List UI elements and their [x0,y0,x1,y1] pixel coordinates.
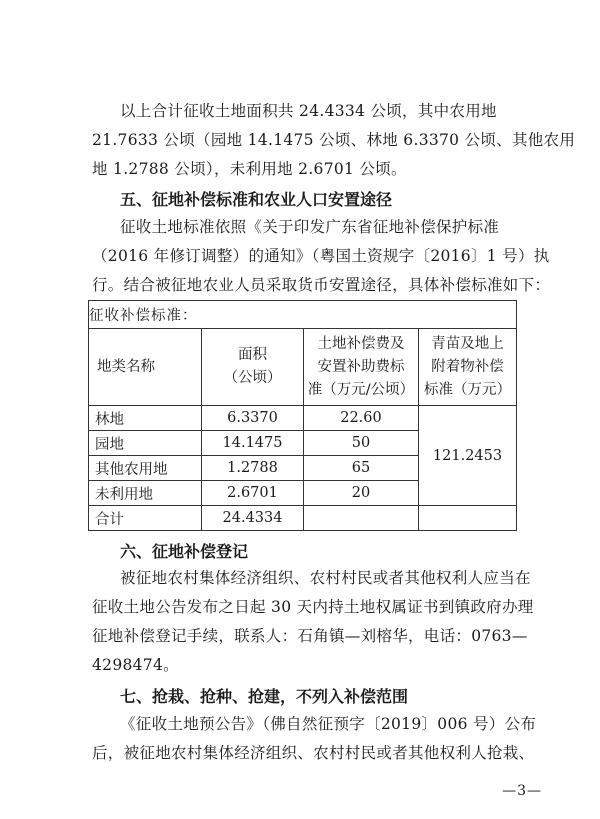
section-heading-6: 六、征地补偿登记 [120,542,249,561]
header-line: 标准（万元） [424,381,511,398]
header-line: 青苗及地上 [431,335,504,352]
cell-standard: 22.60 [304,406,419,431]
cell-crop-value: 121.2453 [419,406,517,506]
para2-line1: 征收土地标准依照《关于印发广东省征地补偿保护标准 [120,218,500,236]
header-land-type: 地类名称 [89,329,202,406]
para1-line3: 地 1.2788 公顷），未利用地 2.6701 公顷。 [92,160,407,178]
page-number: —3— [502,783,542,799]
header-line: （公顷） [223,370,282,386]
cell-total-area: 24.4334 [202,506,304,531]
cell-land-type: 未利用地 [89,481,202,506]
cell-land-type: 林地 [89,406,202,431]
para2-line3: 行。结合被征地农业人员采取货币安置途径，具体补偿标准如下： [92,276,551,294]
header-area [202,329,304,406]
cell-standard: 20 [304,481,419,506]
para4-line1: 《征收土地预公告》（佛自然征预字〔2019〕006 号）公布 [120,715,537,733]
cell-area: 14.1475 [202,431,304,456]
para1-line1: 以上合计征收土地面积共 24.4334 公顷，其中农用地 [120,102,497,120]
cell-area: 6.3370 [202,406,304,431]
header-line: 面积 [238,347,267,363]
cell-empty [304,506,419,531]
cell-area: 2.6701 [202,481,304,506]
para3-line2: 征收土地公告发布之日起 30 天内持土地权属证书到镇政府办理 [92,598,534,616]
para3-line3: 征地补偿登记手续，联系人：石角镇—刘榕华，电话：0763— [92,627,528,645]
cell-standard: 65 [304,456,419,481]
cell-land-type: 其他农用地 [89,456,202,481]
header-line: 土地补偿费及 [317,335,405,352]
para1-line2: 21.7633 公顷（园地 14.1475 公顷、林地 6.3370 公顷、其他农用 [92,131,576,149]
section-heading-5: 五、征地补偿标准和农业人口安置途径 [120,190,393,209]
section-heading-7: 七、抢栽、抢种、抢建，不列入补偿范围 [120,687,409,706]
header-crop-compensation [419,329,517,406]
table-row [89,406,517,431]
para3-line1: 被征地农村集体经济组织、农村村民或者其他权利人应当在 [120,569,531,587]
header-line: 准（万元/公顷） [307,381,415,398]
cell-standard: 50 [304,431,419,456]
header-line: 附着物补偿 [431,358,504,375]
table-caption: 征收补偿标准： [89,301,517,329]
header-land-compensation [304,329,419,406]
para3-line4: 4298474。 [92,656,179,674]
table-total-row [89,506,517,531]
cell-empty [419,506,517,531]
compensation-table [88,300,517,531]
cell-land-type: 园地 [89,431,202,456]
para4-line2: 后，被征地农村集体经济组织、农村村民或者其他权利人抢栽、 [92,744,535,762]
cell-total-label: 合计 [89,506,202,531]
cell-area: 1.2788 [202,456,304,481]
header-line: 安置补助费标 [317,358,405,375]
para2-line2: （2016 年修订调整）的通知》（粤国土资规字〔2016〕1 号）执 [92,247,550,265]
